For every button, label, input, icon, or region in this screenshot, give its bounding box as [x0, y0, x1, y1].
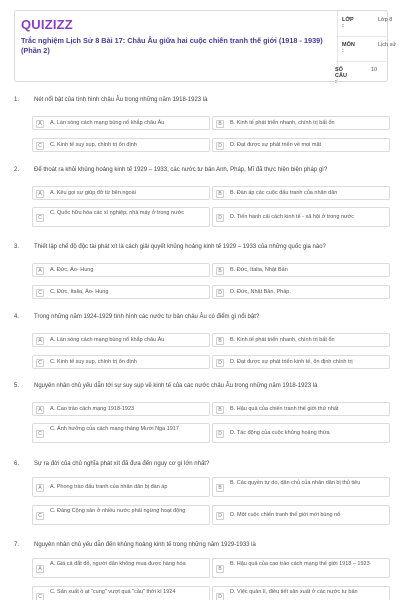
- option-text: A. Làn sóng cách mạng bùng nổ khắp châu Âu: [50, 120, 165, 126]
- option-c[interactable]: [32, 423, 210, 443]
- option-text: B. Hậu quả của chiến tranh thế giới thứ nhất: [230, 406, 339, 412]
- option-c[interactable]: [32, 505, 210, 525]
- option-text: A. Cao trào cách mạng 1918-1923: [50, 406, 135, 412]
- option-letter: C: [36, 142, 44, 150]
- option-letter: C: [36, 593, 44, 600]
- option-a[interactable]: [32, 186, 210, 200]
- option-c[interactable]: [32, 355, 210, 369]
- option-d[interactable]: [212, 586, 390, 600]
- option-letter: B: [216, 565, 224, 573]
- option-text: B. Hậu quả của cao trào cách mạng thế giới 1918 – 1923: [230, 561, 370, 567]
- option-letter: D: [216, 359, 224, 367]
- question-number: 4.: [14, 314, 20, 320]
- option-b[interactable]: [212, 116, 390, 130]
- option-letter: D: [216, 214, 224, 222]
- option-text: D. Việc quản lí, điều tiết sản xuất ở các nước tư bản: [230, 589, 358, 595]
- option-letter: B: [216, 120, 224, 128]
- subject-value: Lịch sử: [378, 42, 397, 48]
- option-d[interactable]: [212, 505, 390, 525]
- question-text: Nguyên nhân chủ yếu dẫn đến khủng hoảng kinh tế trong những năm 1929-1933 là: [34, 542, 256, 548]
- question-text: Nguyên nhân chủ yếu dẫn tới sự suy sụp về kinh tế của các nước châu Âu trong những năm 1918-1923 là: [34, 383, 318, 389]
- option-letter: B: [216, 406, 224, 414]
- option-letter: D: [216, 593, 224, 600]
- option-letter: A: [36, 565, 44, 573]
- meta-divider: [336, 36, 386, 37]
- subject-label: MÔN :: [342, 42, 355, 54]
- option-c[interactable]: [32, 207, 210, 227]
- option-a[interactable]: [32, 558, 210, 578]
- option-d[interactable]: [212, 355, 390, 369]
- option-d[interactable]: [212, 423, 390, 443]
- option-text: D. Đạt được sự phát triển kinh tế, ổn định chính trị: [230, 359, 353, 365]
- option-text: C. Sản xuất ồ ạt "cung" vượt quá "cầu" thời kì 1924: [50, 589, 176, 595]
- question-number: 7.: [14, 542, 20, 548]
- option-text: C. Kinh tế suy sụp, chính trị ổn định: [50, 359, 137, 365]
- option-c[interactable]: [32, 586, 210, 600]
- quizizz-logo: QUIZIZZ: [21, 17, 73, 32]
- option-letter: B: [216, 267, 224, 275]
- option-text: A. Kêu gọi sự giúp đỡ từ bên ngoài: [50, 190, 136, 196]
- question-text: Sự ra đời của chủ nghĩa phát xít đã đưa đến nguy cơ gì lớn nhất?: [34, 461, 210, 467]
- option-letter: A: [36, 484, 44, 492]
- option-a[interactable]: [32, 402, 210, 416]
- option-letter: D: [216, 142, 224, 150]
- option-text: B. Đàn áp các cuộc đấu tranh của nhân dân: [230, 190, 338, 196]
- option-text: C. Ảnh hưởng của cách mạng tháng Mười Nga 1917: [50, 426, 179, 432]
- option-d[interactable]: [212, 207, 390, 227]
- option-text: C. Đức, Italia, Áo- Hung: [50, 289, 109, 295]
- option-letter: A: [36, 267, 44, 275]
- option-letter: B: [216, 337, 224, 345]
- option-letter: C: [36, 289, 44, 297]
- option-b[interactable]: [212, 558, 390, 578]
- question-text: Thiết lập chế độ độc tài phát xít là cách giải quyết khủng hoảng kinh tế 1929 – 1933 của những quốc gia nào?: [34, 244, 326, 250]
- option-d[interactable]: [212, 138, 390, 152]
- option-letter: D: [216, 430, 224, 438]
- question-number: 2.: [14, 167, 20, 173]
- question-text: Để thoát ra khỏi khủng hoảng kinh tế 1929 – 1933, các nước tư bản Anh, Pháp, Mĩ đã thực hiện biện pháp gì?: [34, 167, 328, 173]
- option-letter: C: [36, 430, 44, 438]
- worksheet-header: [14, 10, 388, 82]
- option-text: A. Làn sóng cách mạng bùng nổ khắp châu Âu: [50, 337, 165, 343]
- count-value: 10: [371, 67, 378, 73]
- option-letter: D: [216, 512, 224, 520]
- option-letter: C: [36, 512, 44, 520]
- option-b[interactable]: [212, 402, 390, 416]
- option-letter: A: [36, 406, 44, 414]
- option-text: C. Đảng Cộng sản ở nhiều nước phải ngừng hoạt động: [50, 508, 186, 514]
- option-letter: A: [36, 337, 44, 345]
- option-text: D. Tác động của cuộc khủng hoảng thừa: [230, 430, 330, 436]
- option-text: D. Tiến hành cải cách kinh tế - xã hội ở trong nước: [230, 214, 355, 220]
- option-b[interactable]: [212, 477, 390, 497]
- meta-divider: [336, 61, 386, 62]
- option-letter: B: [216, 190, 224, 198]
- count-label: SỐ CÂU :: [335, 67, 347, 85]
- option-text: A. Đức, Áo- Hung: [50, 267, 94, 273]
- option-letter: D: [216, 289, 224, 297]
- option-d[interactable]: [212, 285, 390, 299]
- option-c[interactable]: [32, 138, 210, 152]
- option-b[interactable]: [212, 333, 390, 347]
- question-text: Nét nổi bật của tình hình châu Âu trong những năm 1918-1923 là: [34, 97, 208, 103]
- option-text: D. Một cuộc chiến tranh thế giới mới bùng nổ: [230, 512, 341, 518]
- option-letter: A: [36, 120, 44, 128]
- option-text: B. Kinh tế phát triển nhanh, chính trị bất ổn: [230, 337, 335, 343]
- option-a[interactable]: [32, 263, 210, 277]
- option-text: A. Phong trào đấu tranh của nhân dân bị đàn áp: [50, 484, 168, 490]
- question-number: 3.: [14, 244, 20, 250]
- option-text: D. Đức, Nhật Bản, Pháp.: [230, 289, 291, 295]
- option-a[interactable]: [32, 477, 210, 497]
- option-c[interactable]: [32, 285, 210, 299]
- question-text: Trong những năm 1924-1929 tình hình các nước tư bản châu Âu có điểm gì nổi bật?: [34, 314, 260, 320]
- option-b[interactable]: [212, 263, 390, 277]
- option-text: B. Các quyền tự do, dân chủ của nhân dân bị thủ tiêu: [230, 480, 361, 486]
- question-number: 6.: [14, 461, 20, 467]
- option-letter: A: [36, 190, 44, 198]
- option-text: C. Kinh tế suy sụp, chính trị ổn định: [50, 142, 137, 148]
- option-text: D. Đạt được sự phát triển về mọi mặt: [230, 142, 322, 148]
- option-text: C. Quốc hữu hóa các xí nghiệp, nhà máy ở trong nước: [50, 210, 185, 216]
- option-text: B. Đức, Italia, Nhật Bản: [230, 267, 288, 273]
- option-letter: C: [36, 359, 44, 367]
- class-label: LỚP :: [342, 17, 354, 29]
- option-a[interactable]: [32, 333, 210, 347]
- class-value: Lớp 8: [378, 17, 393, 23]
- option-text: B. Kinh tế phát triển nhanh, chính trị bất ổn: [230, 120, 335, 126]
- option-letter: C: [36, 214, 44, 222]
- option-a[interactable]: [32, 116, 210, 130]
- worksheet-title: Trắc nghiệm Lịch Sử 8 Bài 17: Châu Âu giữa hai cuộc chiến tranh thế giới (1918 - 1939) (Phần 2): [21, 36, 323, 55]
- option-letter: B: [216, 484, 224, 492]
- question-number: 5.: [14, 383, 20, 389]
- option-text: A. Giá cả đắt đỏ, người dân không mua được hàng hóa: [50, 561, 186, 567]
- option-b[interactable]: [212, 186, 390, 200]
- question-number: 1.: [14, 97, 20, 103]
